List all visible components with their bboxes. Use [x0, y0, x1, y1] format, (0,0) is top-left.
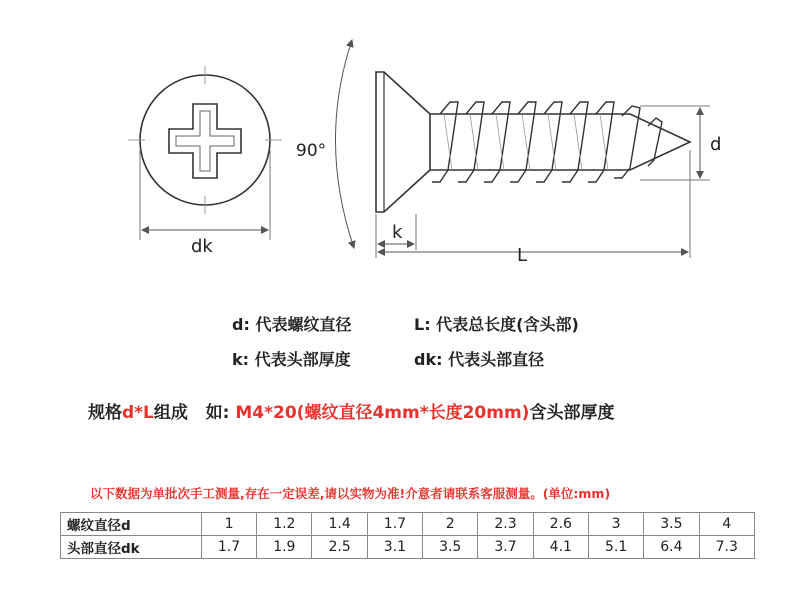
spec-suffix: 组成 如: — [153, 403, 230, 423]
measurement-note: 以下数据为单批次手工测量,存在一定误差,请以实物为准!介意者请联系客服测量。(单位:mm) — [90, 486, 611, 501]
table-cell: 4.1 — [533, 536, 588, 559]
table-cell: 1 — [201, 513, 256, 536]
table-cell: 3 — [588, 513, 643, 536]
d-dimension — [640, 106, 710, 180]
table-cell: 3.5 — [644, 513, 699, 536]
table-cell: 7.3 — [699, 536, 754, 559]
table-cell: 4 — [699, 513, 754, 536]
spec-example: M4*20(螺纹直径4mm*长度20mm) — [235, 403, 530, 423]
table-row — [61, 536, 755, 559]
table-cell: 1.7 — [201, 536, 256, 559]
legend-text: 代表螺纹直径 — [255, 315, 352, 334]
legend-k — [232, 347, 351, 370]
row-header: 头部直径dk — [61, 536, 202, 559]
L-label: L — [517, 245, 528, 266]
screw-side-view — [376, 72, 690, 212]
row-header: 螺纹直径d — [61, 513, 202, 536]
spec-prefix: 规格 — [88, 403, 122, 423]
angle-90-mark — [335, 40, 354, 248]
table-cell: 2 — [423, 513, 478, 536]
legend-key: d: — [232, 315, 250, 334]
table-cell: 5.1 — [588, 536, 643, 559]
legend-key: dk: — [414, 350, 443, 369]
legend-key: k: — [232, 350, 250, 369]
size-table — [60, 512, 755, 559]
screw-head-top-view — [128, 66, 282, 214]
table-cell: 1.7 — [367, 513, 422, 536]
table-cell: 6.4 — [644, 536, 699, 559]
table-cell: 3.1 — [367, 536, 422, 559]
legend-text: 代表头部直径 — [448, 350, 545, 369]
spec-line — [88, 398, 614, 423]
d-label: d — [710, 134, 722, 155]
dk-dimension — [140, 150, 270, 240]
table-row — [61, 513, 755, 536]
table-cell: 1.4 — [312, 513, 367, 536]
legend-text: 代表头部厚度 — [254, 350, 351, 369]
table-cell: 2.6 — [533, 513, 588, 536]
legend-text: 代表总长度(含头部) — [436, 315, 579, 334]
spec-tail: 含头部厚度 — [529, 403, 615, 423]
legend-key: L: — [414, 315, 431, 334]
table-cell: 2.3 — [478, 513, 533, 536]
legend-d — [232, 312, 351, 335]
spec-format: d*L — [122, 403, 154, 423]
table-cell: 3.7 — [478, 536, 533, 559]
table-cell: 2.5 — [312, 536, 367, 559]
dk-label: dk — [191, 236, 213, 257]
angle-label: 90° — [296, 141, 327, 161]
legend-L — [414, 312, 579, 335]
legend-dk — [414, 347, 544, 370]
table-cell: 1.2 — [257, 513, 312, 536]
table-cell: 3.5 — [423, 536, 478, 559]
screw-diagram — [0, 0, 790, 290]
table-cell: 1.9 — [257, 536, 312, 559]
k-label: k — [392, 222, 403, 243]
